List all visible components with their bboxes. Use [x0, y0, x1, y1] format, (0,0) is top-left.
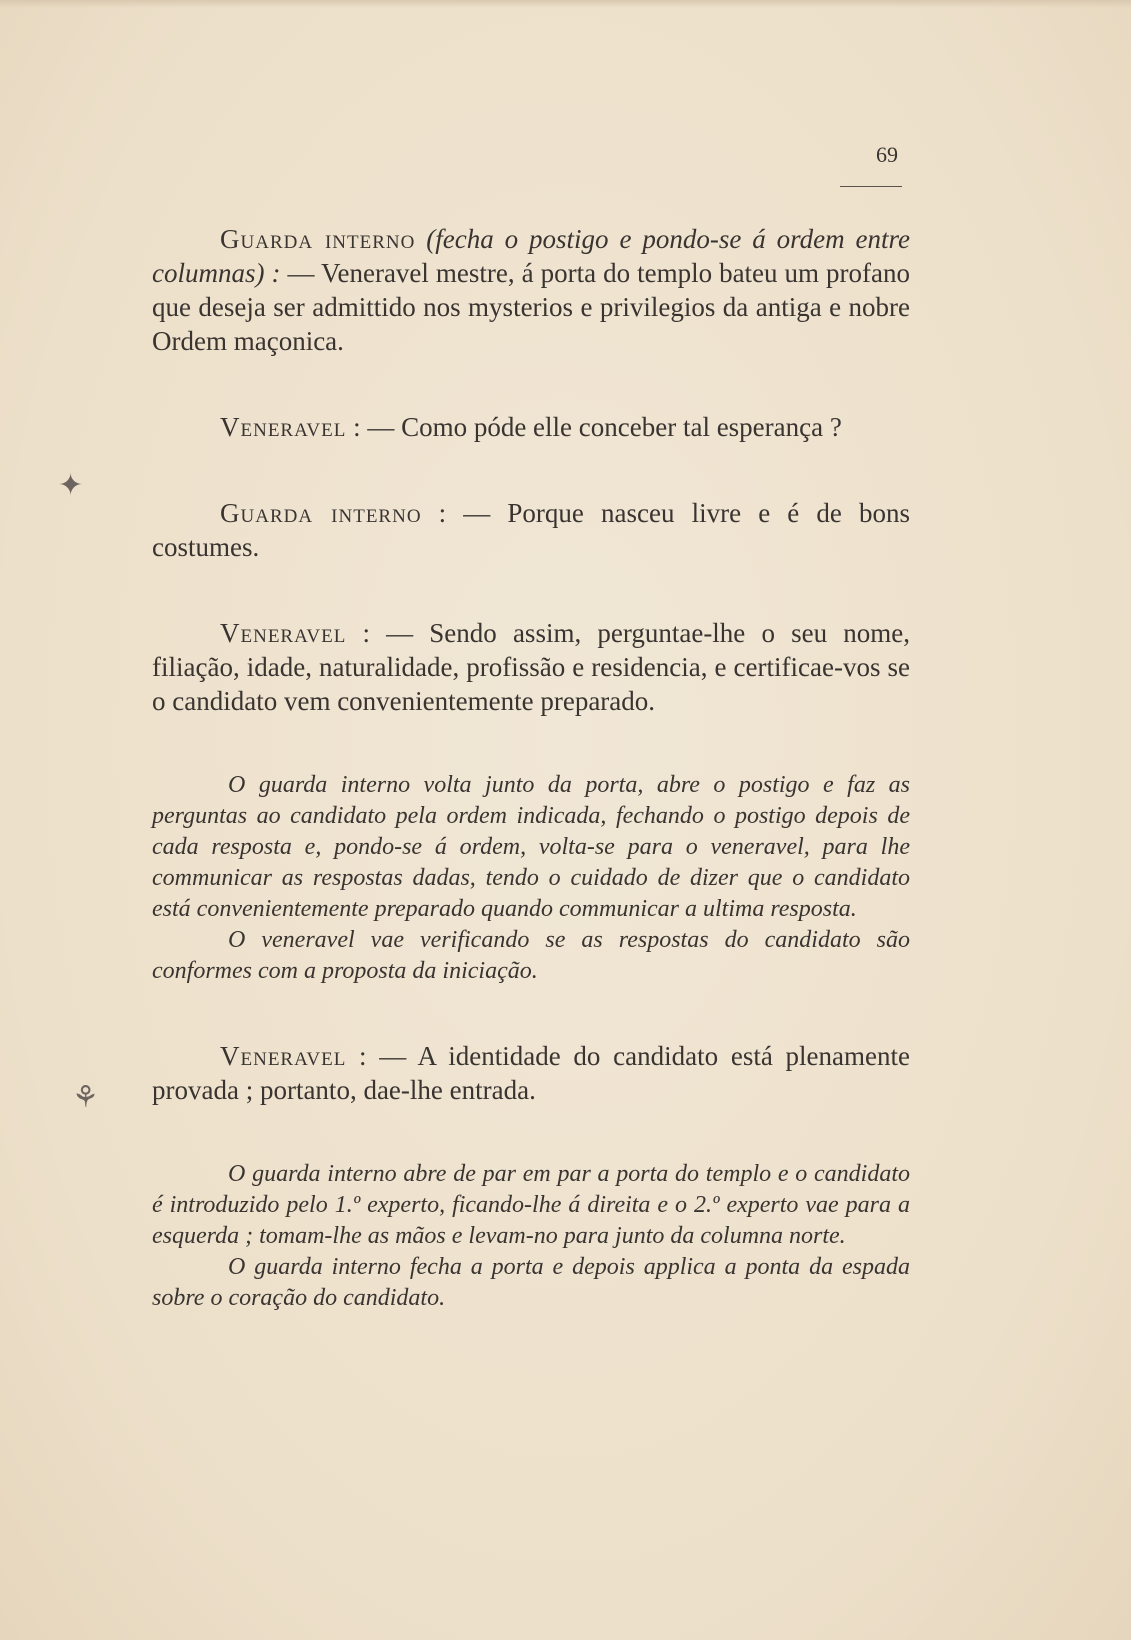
speech-text: : — Porque nasceu livre e é de bons costumes. — [152, 498, 911, 562]
stage-direction-paragraph: O guarda interno volta junto da porta, abre o postigo e faz as perguntas ao candidato pela ordem indicada, fechando o postigo depois de cada resposta e, pondo-se á ordem, volta-se para o veneravel, para lhe communicar as respostas dadas, tendo o cuidado de dizer que o candidato está convenientemente preparado quando communicar a ultima resposta. — [152, 772, 910, 922]
text-body — [152, 222, 910, 1366]
margin-mark-icon: ✦ — [58, 469, 84, 502]
stage-direction-paragraph: O guarda interno abre de par em par a porta do templo e o candidato é introduzido pelo 1.º experto, ficando-lhe á direita e o 2.º experto vae para a esquerda ; tomam-lhe as mãos e levam-no para junto da columna norte. — [152, 1161, 910, 1249]
speaker-name: Veneravel — [220, 1041, 347, 1071]
stage-direction — [152, 1159, 910, 1314]
page-number-rule — [840, 186, 902, 187]
speaker-name: Guarda interno — [220, 498, 422, 528]
page-number: 69 — [876, 142, 898, 167]
speech-paragraph — [152, 222, 910, 358]
speech-text: : — A identidade do candidato está plenamente provada ; portanto, dae-lhe entrada. — [152, 1041, 910, 1105]
speech-paragraph — [152, 616, 910, 718]
speech-text: : — Como póde elle conceber tal esperança ? — [346, 412, 842, 442]
speech-text: : — Sendo assim, perguntae-lhe o seu nome, filiação, idade, naturalidade, profissão e residencia, e certificae-vos se o candidato vem convenientemente preparado. — [152, 618, 910, 716]
speech-paragraph — [152, 410, 910, 444]
page-top-edge — [0, 0, 1131, 8]
stage-direction-paragraph: O veneravel vae verificando se as respostas do candidato são conformes com a proposta da iniciação. — [152, 927, 910, 984]
speech-paragraph — [152, 1039, 910, 1107]
stage-direction-paragraph: O guarda interno fecha a porta e depois applica a ponta da espada sobre o coração do candidato. — [152, 1254, 910, 1311]
speaker-name: Veneravel — [220, 412, 347, 442]
speaker-name: Guarda interno — [220, 224, 416, 254]
speaker-name: Veneravel — [220, 618, 347, 648]
inline-stage-direction: (fecha o postigo e pondo-se á ordem entre columnas) : — [152, 224, 910, 288]
speech-paragraph — [152, 496, 910, 564]
stage-direction — [152, 770, 910, 987]
speech-text: — Veneravel mestre, á porta do templo bateu um profano que deseja ser admittido nos mysterios e privilegios da antiga e nobre Ordem maçonica. — [152, 258, 910, 356]
margin-mark-icon: ⚘ — [72, 1081, 99, 1114]
